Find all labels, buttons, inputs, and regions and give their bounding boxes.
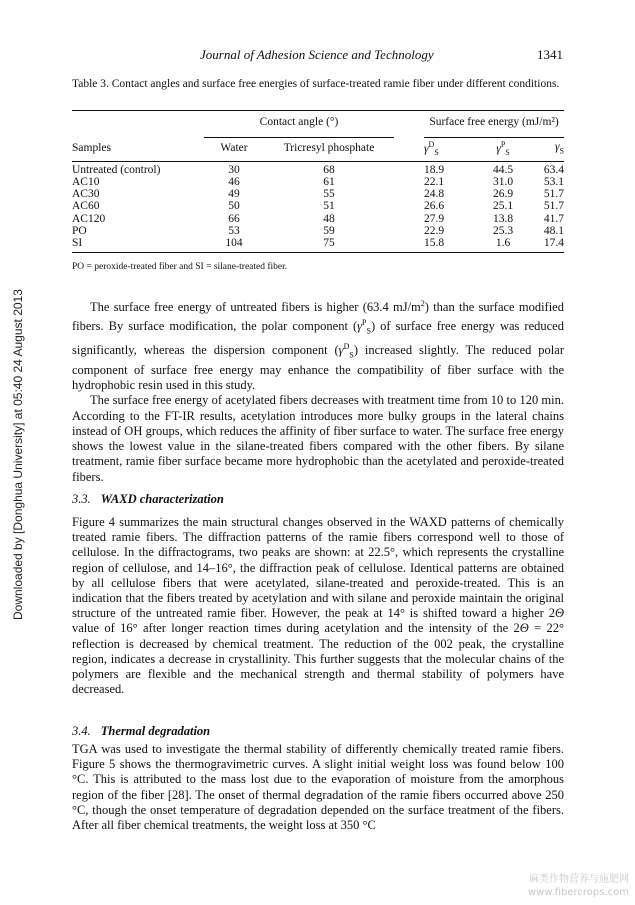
download-note: Downloaded by [Donghua University] at 05:40 24 August 2013 [11, 289, 25, 620]
cell-water: 53 [228, 224, 240, 237]
header-samples: Samples [72, 141, 111, 154]
cell-water: 49 [228, 188, 240, 201]
cell-sample: AC120 [72, 212, 106, 225]
cell-sample: Untreated (control) [72, 164, 161, 177]
header-gamma-p: $\gamma^P_S$ [496, 140, 510, 158]
cell-sample: PO [72, 224, 87, 237]
cell-sample: AC30 [72, 188, 100, 201]
cell-s: 41.7 [543, 212, 564, 225]
site-watermark: 麻类作物营养与施肥网 www.fibercrops.com [527, 874, 629, 898]
table-row [72, 189, 564, 201]
download-sidebar [0, 60, 25, 620]
cell-s: 51.7 [543, 200, 564, 213]
header-surface-energy: Surface free energy (mJ/m²) [424, 110, 564, 137]
cell-tri: 61 [323, 176, 335, 189]
table-caption: Table 3. Contact angles and surface free energies of surface-treated ramie fiber under different conditions. [72, 78, 560, 90]
cell-water: 50 [228, 200, 240, 213]
cell-d: 18.9 [424, 164, 445, 177]
table-bottom-rule [72, 252, 564, 253]
cell-p: 25.3 [492, 224, 514, 237]
cell-d: 26.6 [424, 200, 445, 213]
cell-tri: 59 [323, 224, 335, 237]
table-row [72, 177, 564, 189]
header-water: Water [220, 142, 248, 155]
cell-s: 51.7 [543, 188, 564, 201]
header-gamma-s: $\gamma_S$ [555, 140, 564, 155]
cell-tri: 48 [323, 212, 335, 225]
cell-d: 27.9 [424, 212, 445, 225]
paragraph-acetylated: The surface free energy of acetylated fibers decreases with treatment time from 10 to 120 min. According to the FT-IR results, acetylation introduces more bulky groups in the lateral chains instead of OH groups, which reduces the affinity of fiber surface to water. The surface free energy shows the lowest value in the silane-treated fibers compared with the other fibers. By silane treatment, ramie fiber surface became more hydrophobic than the acetylated and peroxide-treated fibers. [72, 393, 564, 484]
table-body [72, 161, 564, 250]
cell-s: 53.1 [543, 176, 564, 189]
cell-water: 30 [228, 164, 240, 177]
cell-water: 46 [228, 176, 240, 189]
cell-d: 24.8 [424, 188, 445, 201]
table-row [72, 213, 564, 225]
section-heading-thermal: 3.4. Thermal degradation [72, 724, 211, 738]
journal-title: Journal of Adhesion Science and Technology [200, 47, 434, 62]
cell-d: 22.9 [424, 224, 445, 237]
cell-sample: SI [72, 236, 83, 249]
table-footnote: PO = peroxide-treated fiber and SI = silane-treated fiber. [72, 262, 288, 272]
paragraph-surface-energy: The surface free energy of untreated fibers is higher (63.4 $mJ/m^2$) than the surface modified fibers. By surface modification, the polar component $(\gamma^P_S)$ of surface free energy was reduced significantly, whereas the dispersion component $(\gamma^D_S)$ increased slightly. The reduced polar component of surface free energy may enhance the compatibility of fiber surface with the hydrophobic resin used in this study. The surface free energy of acetylated fibers decreases with treatment time from 10 to 120 min. According to the FT-IR results, acetylation introduces more bulky groups in the lateral chains instead of OH groups, which reduces the affinity of fiber surface to water. The surface free energy shows the lowest value in the silane-treated fibers compared with the other fibers. By silane treatment, ramie fiber surface became more hydrophobic than the acetylated and peroxide-treated fibers. [72, 299, 564, 484]
cell-p: 26.9 [492, 188, 514, 201]
paragraph-thermal: TGA was used to investigate the thermal stability of differently chemically treated ramie fibers. Figure 5 shows the thermogravimetric curves. A slight initial weight loss was found below 100 °C. This is attributed to the mass lost due to the evaporation of moisture from the amorphous region of the fiber [28]. The onset of thermal degradation of the ramie fibers occurred above 250 °C, though the onset temperature of degradation depended on the surface treatment of the fibers. After all fiber chemical treatments, the weight loss at 350 °C [72, 742, 564, 833]
cell-s: 63.4 [543, 164, 564, 177]
cell-p: 1.6 [495, 236, 511, 249]
cell-tri: 51 [323, 200, 335, 213]
cell-p: 44.5 [492, 164, 514, 177]
table-row [72, 225, 564, 237]
header-tricresyl: Tricresyl phosphate [283, 142, 375, 155]
cell-tri: 68 [323, 164, 335, 177]
cell-d: 22.1 [424, 176, 445, 189]
cell-p: 31.0 [492, 176, 514, 189]
cell-p: 13.8 [492, 212, 514, 225]
page-number: 1341 [537, 47, 563, 62]
table-row [72, 201, 564, 213]
table-row [72, 165, 564, 177]
cell-s: 48.1 [543, 224, 564, 237]
table-row [72, 238, 564, 250]
cell-s: 17.4 [543, 236, 564, 249]
cell-sample: AC10 [72, 176, 100, 189]
cell-d: 15.8 [424, 236, 445, 249]
cell-sample: AC60 [72, 200, 100, 213]
cell-p: 25.1 [492, 200, 514, 213]
cell-tri: 75 [323, 236, 335, 249]
cell-tri: 55 [323, 188, 335, 201]
header-gamma-d: $\gamma^D_S$ [424, 140, 439, 158]
cell-water: 104 [225, 236, 243, 249]
section-heading-waxd: 3.3. WAXD characterization [72, 492, 224, 506]
header-contact-angle: Contact angle (°) [204, 110, 394, 137]
contact-angle-table [72, 110, 564, 250]
paragraph-waxd: Figure 4 summarizes the main structural changes observed in the WAXD patterns of chemically treated ramie fibers. The diffraction patterns of the ramie fibers correspond well to those of cellulose. In the diffractograms, two peaks are shown: at 22.5°, which represents the crystalline region of cellulose, and 14–16°, the diffraction peak of cellulose. Identical patterns are obtained by all cellulose fibers that were acetylated, silane-treated and peroxide-treated. This is an indication that the fibers treated by acetylation and with silane and peroxide maintain the original structure of the untreated ramie fiber. However, the peak at 14° is shifted toward a higher 2Θ value of 16° after longer reaction times during acetylation and the intensity of the 2Θ = 22° reflection is decreased by chemical treatment. The reduction of the 002 peak, the crystalline region, indicates a decrease in crystallinity. This further suggests that the molecular chains of the polymers are flexible and the mechanical strength and thermal stability of polymers have decreased. [72, 515, 564, 697]
cell-water: 66 [228, 212, 240, 225]
